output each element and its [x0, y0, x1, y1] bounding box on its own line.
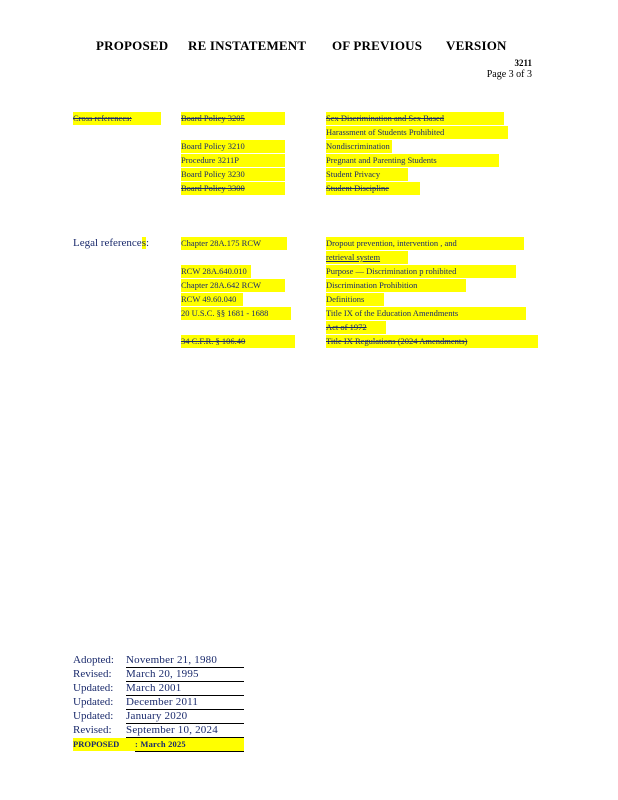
cross-reference-desc: Pregnant and Parenting Students — [326, 154, 499, 167]
cross-reference-desc: Nondiscrimination — [326, 140, 392, 153]
legal-references-label: Legal reference — [73, 237, 142, 249]
cross-reference-desc: Student Discipline — [326, 182, 420, 195]
legal-reference-desc: Title IX Regulations (2024 Amendments) — [326, 335, 538, 348]
title-proposed: PROPOSED — [96, 38, 169, 53]
history-label: Updated: — [73, 696, 114, 708]
history-date: March 20, 1995 — [126, 668, 244, 682]
cross-reference-desc: Sex Discrimination and Sex Based — [326, 112, 504, 125]
title-version: VERSION — [446, 38, 507, 53]
history-date: December 2011 — [126, 696, 244, 710]
history-date: : March 2025 — [135, 738, 244, 752]
legal-reference-desc: Discrimination Prohibition — [326, 279, 466, 292]
legal-reference-ref: RCW 28A.640.010 — [181, 265, 251, 278]
legal-reference-desc: Dropout prevention, intervention , and — [326, 237, 524, 250]
title-of-previous: OF PREVIOUS — [332, 38, 423, 53]
policy-number: 3211 — [514, 58, 532, 68]
history-label: PROPOSED — [73, 739, 120, 749]
legal-references-label-colon: : — [145, 237, 150, 249]
legal-reference-ref: Chapter 28A.175 RCW — [181, 237, 287, 250]
legal-reference-desc: Purpose — Discrimination p rohibited — [326, 265, 516, 278]
legal-references-label-suffix: s — [141, 237, 146, 249]
cross-reference-ref: Board Policy 3230 — [181, 168, 285, 181]
legal-reference-ref: 20 U.S.C. §§ 1681 - 1688 — [181, 307, 291, 320]
history-label: Adopted: — [73, 654, 114, 666]
history-date: January 2020 — [126, 710, 244, 724]
cross-references-label: Cross references: — [73, 112, 161, 125]
history-row-proposed — [73, 738, 244, 751]
cross-reference-ref: Board Policy 3210 — [181, 140, 285, 153]
page-number: Page 3 of 3 — [486, 69, 532, 80]
cross-reference-desc: Harassment of Students Prohibited — [326, 126, 508, 139]
history-date: March 2001 — [126, 682, 244, 696]
history-date: November 21, 1980 — [126, 654, 244, 668]
legal-reference-desc: Definitions — [326, 293, 384, 306]
legal-reference-desc: retrieval system — [326, 251, 408, 264]
cross-reference-ref: Procedure 3211P — [181, 154, 285, 167]
history-label: Updated: — [73, 682, 114, 694]
cross-reference-ref: Board Policy 3205 — [181, 112, 285, 125]
legal-reference-desc: Act of 1972 — [326, 321, 386, 334]
legal-reference-ref: Chapter 28A.642 RCW — [181, 279, 285, 292]
legal-reference-ref: RCW 49.60.040 — [181, 293, 243, 306]
history-label: Updated: — [73, 710, 114, 722]
legal-reference-desc: Title IX of the Education Amendments — [326, 307, 526, 320]
history-label: Revised: — [73, 724, 112, 736]
title-reinstatement: RE INSTATEMENT — [188, 38, 307, 53]
cross-reference-ref: Board Policy 3300 — [181, 182, 285, 195]
history-label: Revised: — [73, 668, 112, 680]
history-date: September 10, 2024 — [126, 724, 244, 738]
legal-reference-ref: 34 C.F.R. § 106.40 — [181, 335, 295, 348]
cross-reference-desc: Student Privacy — [326, 168, 408, 181]
